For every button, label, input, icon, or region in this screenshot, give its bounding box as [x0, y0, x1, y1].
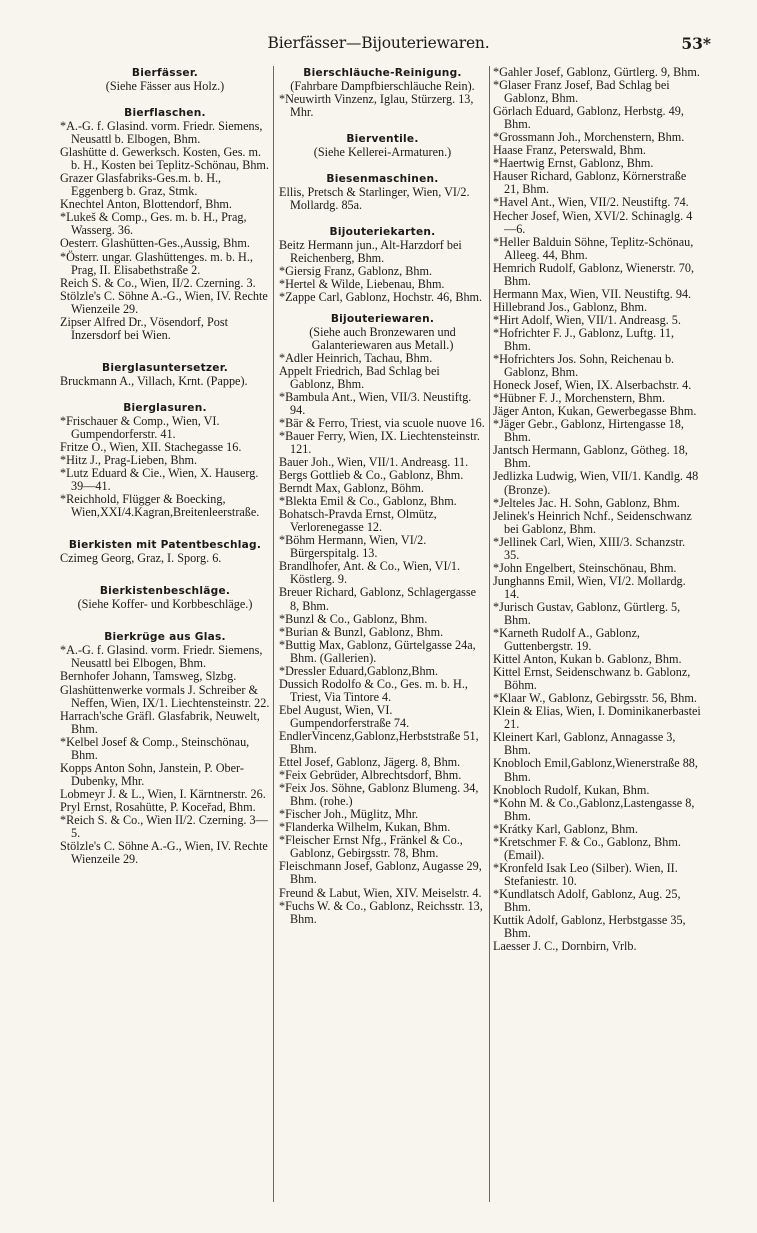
directory-entry: *Lutz Eduard & Cie., Wien, X. Hauserg. 39—41.	[60, 466, 259, 494]
cross-reference: (Siehe Koffer- und Korbbeschläge.)	[77, 597, 253, 612]
spacer	[60, 342, 270, 361]
spacer	[279, 159, 486, 172]
directory-entry: Kittel Anton, Kukan b. Gablonz, Bhm.	[493, 652, 682, 667]
directory-entry: Freund & Labut, Wien, XIV. Meiselstr. 4.	[279, 885, 482, 900]
directory-entry: Klein & Elias, Wien, I. Dominikanerbastei 21.	[493, 704, 701, 732]
directory-entry: *Grossmann Joh., Morchenstern, Bhm.	[493, 130, 685, 145]
directory-entry: Stölzle's C. Söhne A.-G., Wien, IV. Rechte Wienzeile 29.	[60, 288, 268, 316]
directory-entry: *Jäger Gebr., Gablonz, Hirtengasse 18, Bhm.	[493, 417, 684, 445]
directory-entry: *Burian & Bunzl, Gablonz, Bhm.	[279, 624, 444, 639]
directory-entry: Hecher Josef, Wien, XVI/2. Schinaglg. 4—6.	[493, 208, 693, 236]
directory-entry: Glashüttenwerke vormals J. Schreiber & Neffen, Wien, IX/1. Liechtensteinstr. 22.	[60, 682, 270, 710]
column-3	[493, 66, 701, 953]
directory-entry: Ebel August, Wien, VI. Gumpendorferstraße 74.	[279, 702, 410, 730]
directory-entry: Oesterr. Glashütten-Ges.,Aussig, Bhm.	[60, 236, 250, 251]
directory-entry: *Adler Heinrich, Tachau, Bhm.	[279, 350, 433, 365]
directory-entry: Breuer Richard, Gablonz, Schlagergasse 8, Bhm.	[279, 585, 477, 613]
directory-entry: *Hübner F. J., Morchenstern, Bhm.	[493, 391, 665, 406]
directory-entry: Ellis, Pretsch & Starlinger, Wien, VI/2. Mollardg. 85a.	[279, 185, 470, 213]
cross-reference: (Siehe Kellerei-Armaturen.)	[313, 145, 452, 160]
directory-entry: *Karneth Rudolf A., Gablonz, Guttenbergstr. 19.	[493, 626, 640, 654]
directory-entry: *Klaar W., Gablonz, Gebirgsstr. 56, Bhm.	[493, 691, 697, 706]
directory-entry: Knechtel Anton, Blottendorf, Bhm.	[60, 197, 232, 212]
category-heading: Bierglasuntersetzer.	[102, 361, 228, 374]
category-heading: Bierglasuren.	[123, 401, 207, 414]
directory-entry: Fleischmann Josef, Gablonz, Augasse 29, Bhm.	[279, 859, 482, 887]
directory-entry: *Krátky Karl, Gablonz, Bhm.	[493, 821, 638, 836]
directory-entry: *Fleischer Ernst Nfg., Fränkel & Co., Gablonz, Gebirgsstr. 78, Bhm.	[279, 833, 463, 861]
directory-entry: *Haertwig Ernst, Gablonz, Bhm.	[493, 156, 654, 171]
category-heading: Bijouteriewaren.	[330, 312, 435, 325]
directory-entry: Bohatsch-Pravda Ernst, Olmütz, Verlorenegasse 12.	[279, 507, 437, 535]
directory-entry: *Fuchs W. & Co., Gablonz, Reichsstr. 13, Bhm.	[279, 898, 483, 926]
directory-entry: Kleinert Karl, Gablonz, Annagasse 3, Bhm.	[493, 730, 676, 758]
directory-entry: Bergs Gottlieb & Co., Gablonz, Bhm.	[279, 468, 464, 483]
page-number: 53*	[681, 34, 711, 53]
directory-entry: Fritze O., Wien, XII. Stachegasse 16.	[60, 439, 242, 454]
directory-entry: Junghanns Emil, Wien, VI/2. Mollardg. 14.	[493, 573, 686, 601]
directory-entry: *Flanderka Wilhelm, Kukan, Bhm.	[279, 820, 451, 835]
directory-entry: Jantsch Hermann, Gablonz, Götheg. 18, Bhm.	[493, 443, 688, 471]
directory-entry: Knobloch Rudolf, Kukan, Bhm.	[493, 782, 650, 797]
directory-entry: Bauer Joh., Wien, VII/1. Andreasg. 11.	[279, 454, 469, 469]
directory-entry: Grazer Glasfabriks-Ges.m. b. H., Eggenberg b. Graz, Stmk.	[60, 171, 222, 199]
directory-entry: Berndt Max, Gablonz, Böhm.	[279, 481, 424, 496]
directory-entry: *Jellinek Carl, Wien, XIII/3. Schanzstr. 35.	[493, 534, 686, 562]
directory-entry: EndlerVincenz,Gablonz,Herbststraße 51, Bhm.	[279, 728, 479, 757]
spacer	[60, 388, 270, 401]
cross-reference: (Siehe Fässer aus Holz.)	[105, 79, 225, 93]
category-heading: Bierkrüge aus Glas.	[104, 631, 226, 644]
directory-entry: Beitz Hermann jun., Alt-Harzdorf bei Reichenberg, Bhm.	[279, 238, 462, 266]
directory-entry: Kittel Ernst, Seidenschwanz b. Gablonz, Böhm.	[493, 665, 691, 693]
directory-entry: Zipser Alfred Dr., Vösendorf, Post Inzersdorf bei Wien.	[60, 314, 229, 342]
category-heading: Bijouteriekarten.	[329, 226, 436, 239]
directory-entry: *Reich S. & Co., Wien II/2. Czerning. 3—5.	[60, 812, 268, 841]
directory-entry: *Hofrichters Jos. Sohn, Reichenau b. Gablonz, Bhm.	[493, 352, 675, 380]
directory-entry: *Gahler Josef, Gablonz, Gürtlerg. 9, Bhm.	[493, 65, 700, 79]
directory-entry: *Glaser Franz Josef, Bad Schlag bei Gablonz, Bhm.	[493, 78, 670, 106]
column-2	[279, 66, 486, 926]
directory-entry: Jäger Anton, Kukan, Gewerbegasse Bhm.	[493, 404, 697, 419]
directory-entry: Görlach Eduard, Gablonz, Herbstg. 49, Bhm.	[493, 104, 684, 132]
category-heading: Bierkistenbeschläge.	[99, 585, 231, 598]
category-heading: Bierventile.	[346, 133, 419, 146]
page-title: Bierfässer—Bijouteriewaren.	[267, 34, 490, 52]
column-divider-2	[489, 66, 490, 1202]
directory-entry: Hemrich Rudolf, Gablonz, Wienerstr. 70, Bhm.	[493, 260, 695, 288]
directory-entry: *Lukeš & Comp., Ges. m. b. H., Prag, Wasserg. 36.	[60, 210, 247, 238]
directory-entry: Honeck Josef, Wien, IX. Alserbachstr. 4.	[493, 378, 692, 393]
directory-entry: Bruckmann A., Villach, Krnt. (Pappe).	[60, 373, 248, 388]
category-heading: Bierfässer.	[131, 67, 199, 79]
directory-entry: Harrach'sche Gräfl. Glasfabrik, Neuwelt, Bhm.	[60, 708, 260, 736]
spacer	[60, 565, 270, 584]
directory-entry: *Havel Ant., Wien, VII/2. Neustiftg. 74.	[493, 195, 689, 210]
directory-entry: *Dressler Eduard,Gablonz,Bhm.	[279, 663, 439, 678]
cross-reference: (Siehe auch Bronzewaren und Galanteriewaren aus Metall.)	[309, 324, 456, 352]
directory-entry: *A.-G. f. Glasind. vorm. Friedr. Siemens, Neusattl bei Elbogen, Bhm.	[60, 643, 263, 671]
spacer	[60, 519, 270, 538]
directory-entry: Hermann Max, Wien, VII. Neustiftg. 94.	[493, 286, 692, 301]
directory-entry: *Fischer Joh., Müglitz, Mhr.	[279, 807, 419, 822]
directory-entry: *Blekta Emil & Co., Gablonz, Bhm.	[279, 494, 457, 509]
directory-entry: Ettel Josef, Gablonz, Jägerg. 8, Bhm.	[279, 755, 461, 770]
category-heading: Bierkisten mit Patentbeschlag.	[68, 539, 262, 552]
directory-entry: *Frischauer & Comp., Wien, VI. Gumpendorferstr. 41.	[60, 413, 220, 441]
directory-entry: *Bär & Ferro, Triest, via scuole nuove 16.	[279, 415, 485, 430]
directory-entry: Laesser J. C., Dornbirn, Vrlb.	[493, 939, 637, 954]
directory-entry: Lobmeyr J. & L., Wien, I. Kärntnerstr. 26.	[60, 786, 266, 801]
directory-entry: Bernhofer Johann, Tamsweg, Slzbg.	[60, 669, 237, 684]
column-1	[60, 66, 270, 866]
directory-entry: Czimeg Georg, Graz, I. Sporg. 6.	[60, 551, 222, 566]
spacer	[279, 305, 486, 312]
directory-entry: *Feix Gebrüder, Albrechtsdorf, Bhm.	[279, 768, 462, 783]
directory-entry: Jedlizka Ludwig, Wien, VII/1. Kandlg. 48 (Bronze).	[493, 469, 699, 497]
directory-entry: *Kohn M. & Co.,Gablonz,Lastengasse 8, Bhm.	[493, 795, 695, 823]
directory-entry: Stölzle's C. Söhne A.-G., Wien, IV. Rechte Wienzeile 29.	[60, 839, 268, 867]
running-header	[0, 34, 757, 56]
directory-entry: Hillebrand Jos., Gablonz, Bhm.	[493, 299, 648, 314]
spacer	[60, 93, 270, 106]
directory-entry: *Heller Balduin Söhne, Teplitz-Schönau, Alleeg. 44, Bhm.	[493, 234, 694, 262]
directory-entry: Haase Franz, Peterswald, Bhm.	[493, 143, 646, 158]
directory-entry: Hauser Richard, Gablonz, Körnerstraße 21, Bhm.	[493, 169, 687, 197]
category-heading: Bierflaschen.	[124, 107, 206, 120]
directory-entry: *Feix Jos. Söhne, Gablonz Blumeng. 34, Bhm. (rohe.)	[279, 781, 479, 809]
directory-entry: *Hertel & Wilde, Liebenau, Bhm.	[279, 277, 445, 292]
cross-reference: (Fahrbare Dampfbierschläuche Rein).	[290, 79, 475, 93]
directory-entry: *Kelbel Josef & Comp., Steinschönau, Bhm.	[60, 734, 250, 762]
directory-entry: *Bunzl & Co., Gablonz, Bhm.	[279, 611, 428, 626]
spacer	[279, 212, 486, 225]
directory-entry: Reich S. & Co., Wien, II/2. Czerning. 3.	[60, 275, 256, 290]
directory-entry: Jelinek's Heinrich Nchf., Seidenschwanz bei Gablonz, Bhm.	[493, 508, 692, 536]
spacer	[60, 611, 270, 630]
directory-entry: *Bauer Ferry, Wien, IX. Liechtensteinstr. 121.	[279, 428, 480, 456]
column-divider-1	[273, 66, 274, 1202]
directory-entry: Brandlhofer, Ant. & Co., Wien, VI/1. Köstlerg. 9.	[279, 559, 461, 587]
directory-entry: *Kronfeld Isak Leo (Silber). Wien, II. Stefaniestr. 10.	[493, 860, 678, 888]
directory-entry: Pryl Ernst, Rosahütte, P. Koceřad, Bhm.	[60, 799, 256, 814]
category-heading: Biesenmaschinen.	[326, 173, 439, 186]
directory-entry: *John Engelbert, Steinschönau, Bhm.	[493, 560, 677, 575]
directory-entry: *A.-G. f. Glasind. vorm. Friedr. Siemens, Neusattl b. Elbogen, Bhm.	[60, 119, 263, 147]
directory-entry: Kopps Anton Sohn, Janstein, P. Ober-Dubenky, Mhr.	[60, 760, 244, 788]
directory-entry: Glashütte d. Gewerksch. Kosten, Ges. m. b. H., Kosten bei Teplitz-Schönau, Bhm.	[60, 145, 269, 173]
directory-entry: *Kretschmer F. & Co., Gablonz, Bhm. (Email).	[493, 834, 681, 862]
directory-entry: *Österr. ungar. Glashüttenges. m. b. H., Prag, II. Elisabethstraße 2.	[60, 249, 253, 277]
directory-entry: *Böhm Hermann, Wien, VI/2. Bürgerspitalg. 13.	[279, 533, 427, 561]
directory-entry: *Jurisch Gustav, Gablonz, Gürtlerg. 5, Bhm.	[493, 599, 681, 627]
directory-entry: *Buttig Max, Gablonz, Gürtelgasse 24a, Bhm. (Gallerien).	[279, 637, 476, 665]
directory-entry: Dussich Rodolfo & Co., Ges. m. b. H., Triest, Via Tintore 4.	[279, 676, 468, 704]
directory-entry: *Kundlatsch Adolf, Gablonz, Aug. 25, Bhm.	[493, 886, 681, 914]
directory-entry: *Hofrichter F. J., Gablonz, Luftg. 11, Bhm.	[493, 325, 675, 353]
directory-entry: *Hirt Adolf, Wien, VII/1. Andreasg. 5.	[493, 312, 681, 327]
category-heading: Bierschläuche-Reinigung.	[303, 67, 462, 79]
directory-entry: *Reichhold, Flügger & Boecking, Wien,XXI/4.Kagran,Breitenleerstraße.	[60, 492, 260, 520]
directory-entry: Appelt Friedrich, Bad Schlag bei Gablonz, Bhm.	[279, 363, 440, 391]
directory-entry: *Neuwirth Vinzenz, Iglau, Stürzerg. 13, Mhr.	[279, 92, 474, 120]
directory-entry: *Bambula Ant., Wien, VII/3. Neustiftg. 94.	[279, 389, 472, 417]
directory-entry: Kuttik Adolf, Gablonz, Herbstgasse 35, Bhm.	[493, 913, 686, 941]
spacer	[279, 119, 486, 132]
directory-entry: *Hitz J., Prag-Lieben, Bhm.	[60, 453, 198, 468]
directory-entry: *Jelteles Jac. H. Sohn, Gablonz, Bhm.	[493, 495, 680, 510]
directory-entry: *Giersig Franz, Gablonz, Bhm.	[279, 264, 432, 279]
directory-entry: *Zappe Carl, Gablonz, Hochstr. 46, Bhm.	[279, 290, 483, 305]
directory-entry: Knobloch Emil,Gablonz,Wienerstraße 88, Bhm.	[493, 756, 698, 784]
